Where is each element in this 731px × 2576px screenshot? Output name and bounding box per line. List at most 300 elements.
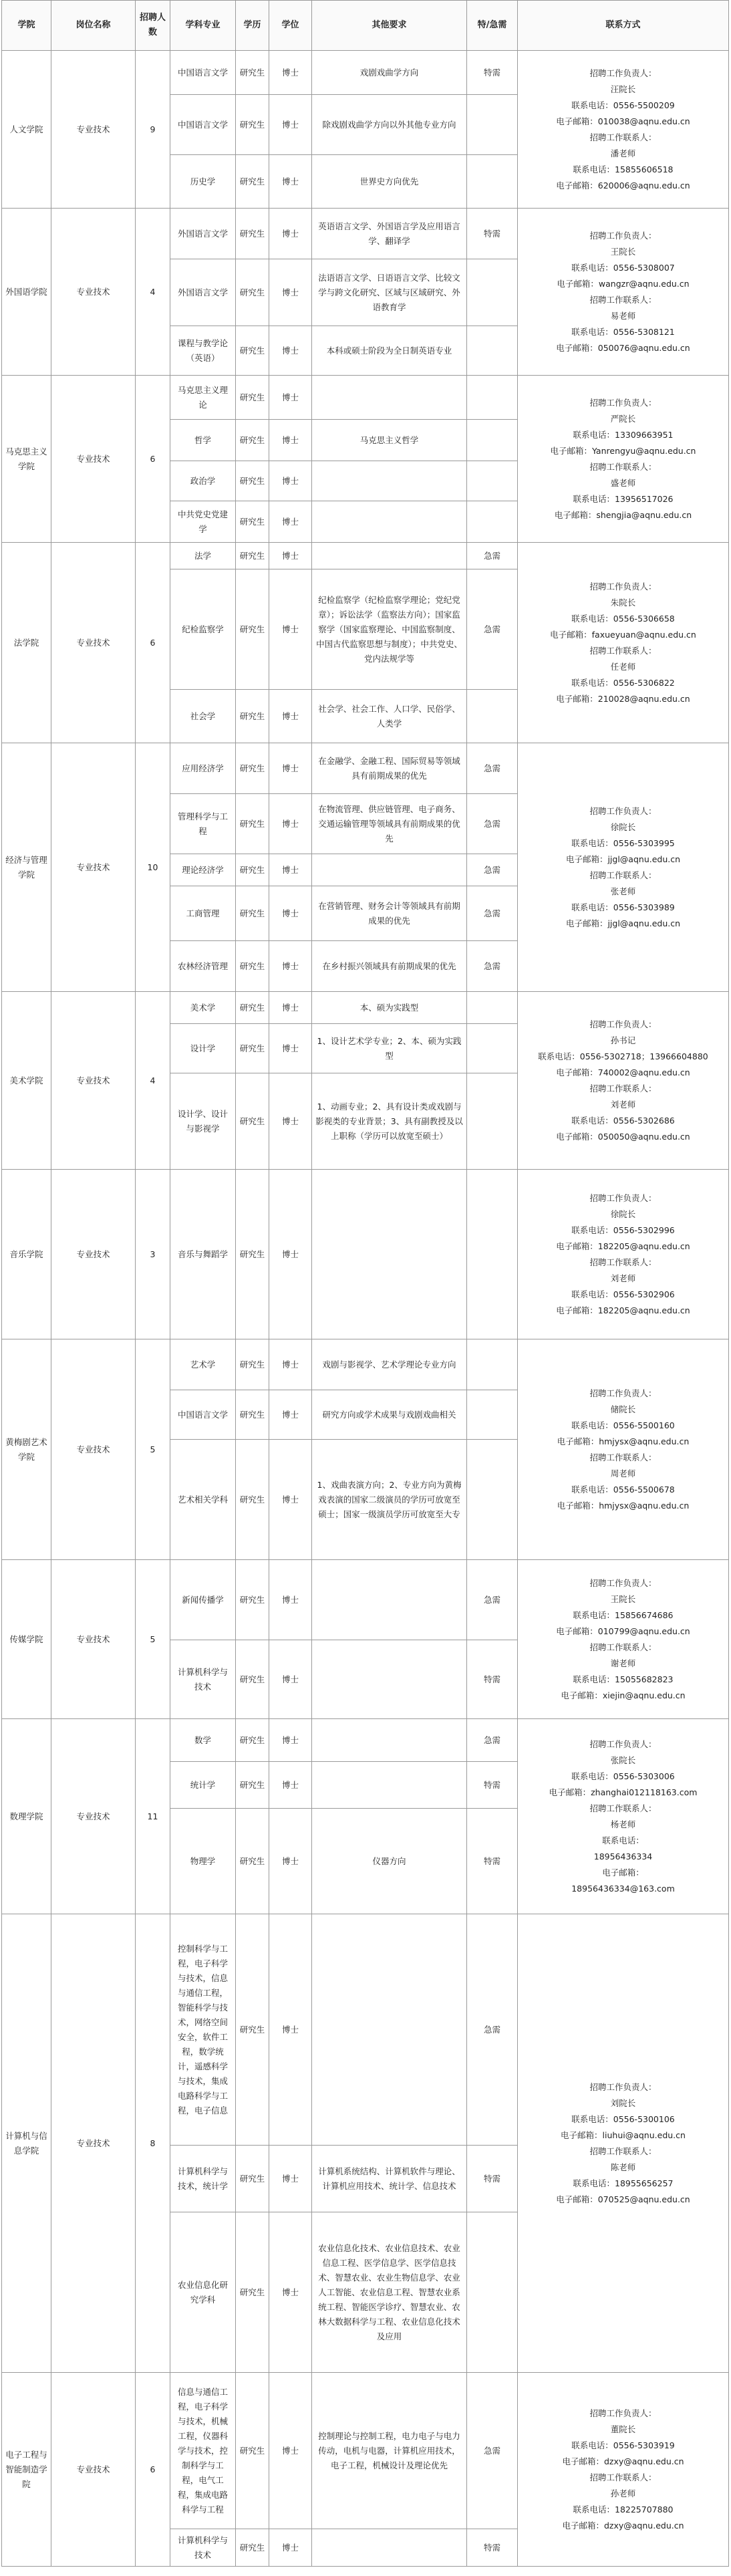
degree-cell: 博士	[269, 1170, 312, 1339]
contact-line: 联系电话：0556-5302718；13966604880	[538, 1051, 708, 1061]
table-row	[2, 209, 729, 259]
education-cell: 研究生	[236, 95, 269, 155]
contact-line: 招聘工作负责人：	[589, 230, 657, 241]
header-cell: 学历	[236, 1, 269, 51]
major-cell: 美术学	[170, 992, 236, 1024]
contact-line: 联系电话：18955656257	[573, 2178, 674, 2188]
contact-cell	[518, 992, 729, 1170]
contact-line: 周老师	[610, 1468, 636, 1478]
education-cell: 研究生	[236, 1440, 269, 1560]
major-cell: 数学	[170, 1719, 236, 1762]
contact-cell	[518, 1339, 729, 1560]
education-cell: 研究生	[236, 2373, 269, 2529]
degree-cell: 博士	[269, 501, 312, 543]
post-cell: 专业技术	[51, 209, 136, 376]
contact-cell	[518, 1170, 729, 1339]
contact-line: 刘老师	[610, 1273, 636, 1283]
education-cell: 研究生	[236, 569, 269, 690]
contact-line: 电子邮箱：zhanghai012118163.com	[549, 1787, 698, 1797]
degree-cell: 博士	[269, 326, 312, 376]
contact-line: 电子邮箱：wangzr@aqnu.edu.cn	[557, 278, 690, 289]
degree-cell: 博士	[269, 209, 312, 259]
header-cell: 招聘人数	[136, 1, 170, 51]
table-row	[2, 1339, 729, 1390]
need-cell: 急需	[467, 543, 518, 569]
major-cell: 新闻传播学	[170, 1560, 236, 1640]
contact-line: 联系电话：0556-5303989	[571, 902, 675, 912]
header-cell: 联系方式	[518, 1, 729, 51]
major-cell: 农业信息化研究学科	[170, 2212, 236, 2373]
education-cell: 研究生	[236, 1762, 269, 1809]
requirement-cell: 在乡村振兴领域具有前期成果的优先	[312, 941, 467, 992]
header-cell: 学位	[269, 1, 312, 51]
post-cell: 专业技术	[51, 543, 136, 743]
contact-line: 联系电话：0556-5303006	[571, 1771, 675, 1781]
major-cell: 中国语言文学	[170, 51, 236, 95]
contact-line: 招聘工作联系人：	[589, 1083, 657, 1093]
contact-line: 电子邮箱：Yanrengyu@aqnu.edu.cn	[550, 445, 696, 456]
contact-line: 刘院长	[610, 2097, 636, 2108]
major-cell: 中国语言文学	[170, 1390, 236, 1440]
count-cell: 3	[136, 1170, 170, 1339]
education-cell: 研究生	[236, 992, 269, 1024]
major-cell: 纪检监察学	[170, 569, 236, 690]
education-cell: 研究生	[236, 2146, 269, 2212]
contact-line: 电子邮箱：dzxy@aqnu.edu.cn	[562, 2520, 684, 2531]
need-cell	[467, 2212, 518, 2373]
major-cell: 控制科学与工程，电子科学与技术，信息与通信工程，智能科学与技术，网络空间安全，软件工程，数学统计，遥感科学与技术，集成电路科学与工程，电子信息	[170, 1914, 236, 2146]
contact-line: 招聘工作负责人：	[589, 1577, 657, 1588]
contact-line: 陈老师	[610, 2162, 636, 2172]
need-cell: 特需	[467, 51, 518, 95]
degree-cell: 博士	[269, 1339, 312, 1390]
education-cell: 研究生	[236, 376, 269, 420]
need-cell: 急需	[467, 1914, 518, 2146]
education-cell: 研究生	[236, 420, 269, 461]
table-row	[2, 1170, 729, 1339]
contact-line: 孙老师	[610, 2488, 636, 2498]
major-cell: 管理科学与工程	[170, 794, 236, 854]
college-cell: 电子工程与智能制造学院	[2, 2373, 51, 2567]
contact-line: 电子邮箱：620006@aqnu.edu.cn	[556, 180, 690, 190]
contact-line: 联系电话：15055682823	[573, 1674, 674, 1684]
contact-line: 18956436334@163.com	[571, 1883, 675, 1894]
education-cell: 研究生	[236, 1170, 269, 1339]
contact-line: 张院长	[610, 1755, 636, 1765]
college-cell: 计算机与信息学院	[2, 1914, 51, 2373]
education-cell: 研究生	[236, 51, 269, 95]
contact-line: 易老师	[610, 310, 636, 321]
requirement-cell: 戏剧与影视学、艺术学理论专业方向	[312, 1339, 467, 1390]
major-cell: 信息与通信工程，电子科学与技术，机械工程，仪器科学与技术，控制科学与工程，电气工程，集成电路科学与工程	[170, 2373, 236, 2529]
contact-line: 联系电话：0556-5500160	[571, 1420, 675, 1430]
education-cell: 研究生	[236, 543, 269, 569]
degree-cell: 博士	[269, 2529, 312, 2567]
need-cell: 急需	[467, 569, 518, 690]
need-cell	[467, 1073, 518, 1170]
major-cell: 历史学	[170, 155, 236, 209]
need-cell	[467, 376, 518, 420]
degree-cell: 博士	[269, 543, 312, 569]
count-cell: 11	[136, 1719, 170, 1914]
major-cell: 设计学、设计与影视学	[170, 1073, 236, 1170]
major-cell: 统计学	[170, 1762, 236, 1809]
requirement-cell: 除戏剧戏曲学方向以外其他专业方向	[312, 95, 467, 155]
contact-line: 盛老师	[610, 477, 636, 488]
need-cell: 急需	[467, 1719, 518, 1762]
contact-line: 电子邮箱：jjgl@aqnu.edu.cn	[565, 918, 681, 928]
education-cell: 研究生	[236, 941, 269, 992]
education-cell: 研究生	[236, 461, 269, 501]
requirement-cell: 在金融学、金融工程、国际贸易等领域具有前期成果的优先	[312, 743, 467, 794]
contact-line: 电子邮箱：xiejin@aqnu.edu.cn	[561, 1690, 686, 1700]
contact-line: 电子邮箱：740002@aqnu.edu.cn	[556, 1067, 690, 1077]
education-cell: 研究生	[236, 1560, 269, 1640]
need-cell	[467, 1024, 518, 1073]
education-cell: 研究生	[236, 1390, 269, 1440]
requirement-cell: 在营销管理、财务会计等领域具有前期成果的优先	[312, 886, 467, 941]
degree-cell: 博士	[269, 420, 312, 461]
contact-line: 联系电话：0556-5303919	[571, 2440, 675, 2450]
contact-line: 联系电话：15856674686	[573, 1609, 674, 1620]
college-cell: 马克思主义学院	[2, 376, 51, 543]
education-cell: 研究生	[236, 209, 269, 259]
need-cell	[467, 259, 518, 326]
contact-line: 谢老师	[610, 1658, 636, 1668]
contact-line: 联系电话：13956517026	[573, 493, 674, 504]
requirement-cell: 1、动画专业；2、具有设计类或戏剧与影视类的专业背景；3、具有副教授及以上职称（学历可以放宽至硕士）	[312, 1073, 467, 1170]
college-cell: 外国语学院	[2, 209, 51, 376]
contact-line: 电子邮箱：182205@aqnu.edu.cn	[556, 1305, 690, 1315]
need-cell	[467, 155, 518, 209]
table-row	[2, 543, 729, 569]
degree-cell: 博士	[269, 1390, 312, 1440]
education-cell: 研究生	[236, 1914, 269, 2146]
contact-line: 联系电话：0556-5302996	[571, 1225, 675, 1235]
degree-cell: 博士	[269, 886, 312, 941]
need-cell	[467, 992, 518, 1024]
need-cell	[467, 95, 518, 155]
contact-line: 18956436334	[593, 1851, 653, 1861]
need-cell	[467, 690, 518, 743]
need-cell: 特需	[467, 2529, 518, 2567]
requirement-cell: 法语语言文学、日语语言文学、比较文学与跨文化研究、区域与区域研究、外语教育学	[312, 259, 467, 326]
requirement-cell: 本科或硕士阶段为全日制英语专业	[312, 326, 467, 376]
major-cell: 哲学	[170, 420, 236, 461]
contact-line: 联系电话：0556-5306822	[571, 677, 675, 688]
college-cell: 音乐学院	[2, 1170, 51, 1339]
table-body	[2, 51, 729, 2567]
contact-line: 联系电话：0556-5500209	[571, 100, 675, 110]
contact-line: 联系电话：0556-5302906	[571, 1289, 675, 1299]
major-cell: 计算机科学与技术	[170, 2529, 236, 2567]
table-row	[2, 1914, 729, 2146]
contact-line: 招聘工作负责人：	[589, 1019, 657, 1029]
major-cell: 外国语言文学	[170, 209, 236, 259]
post-cell: 专业技术	[51, 2373, 136, 2567]
requirement-cell: 农业信息化技术、农业信息技术、农业信息工程、医学信息学、医学信息技术、智慧农业、农业生物信息学、农业人工智能、农业信息工程、智慧农业系统工程、智能医学诊疗、智慧农业、农林大数据科学与工程、农业信息化技术及应用	[312, 2212, 467, 2373]
requirement-cell	[312, 461, 467, 501]
contact-line: 招聘工作负责人：	[589, 1192, 657, 1203]
contact-line: 严院长	[610, 413, 636, 424]
need-cell	[467, 501, 518, 543]
major-cell: 外国语言文学	[170, 259, 236, 326]
education-cell: 研究生	[236, 1339, 269, 1390]
contact-line: 招聘工作负责人：	[589, 68, 657, 78]
contact-line: 联系电话：0556-5306658	[571, 613, 675, 624]
degree-cell: 博士	[269, 461, 312, 501]
need-cell: 急需	[467, 2373, 518, 2529]
degree-cell: 博士	[269, 992, 312, 1024]
contact-line: 任老师	[610, 661, 636, 672]
contact-cell	[518, 743, 729, 992]
requirement-cell: 英语语言文学、外国语言学及应用语言学、翻译学	[312, 209, 467, 259]
education-cell: 研究生	[236, 1024, 269, 1073]
contact-line: 电子邮箱：shengjia@aqnu.edu.cn	[554, 509, 692, 520]
count-cell: 6	[136, 376, 170, 543]
contact-line: 电子邮箱：210028@aqnu.edu.cn	[556, 693, 690, 704]
contact-line: 电子邮箱：hmjysx@aqnu.edu.cn	[557, 1500, 690, 1511]
requirement-cell: 计算机系统结构、计算机软件与理论、计算机应用技术、统计学、信息技术	[312, 2146, 467, 2212]
degree-cell: 博士	[269, 1560, 312, 1640]
post-cell: 专业技术	[51, 1339, 136, 1560]
requirement-cell: 纪检监察学（纪检监察学理论；党纪党章）；诉讼法学（监察法方向）；国家监察学（国家监察理论、中国监察制度、中国古代监察思想与制度）；中共党史、党内法规学等	[312, 569, 467, 690]
degree-cell: 博士	[269, 1719, 312, 1762]
major-cell: 音乐与舞蹈学	[170, 1170, 236, 1339]
degree-cell: 博士	[269, 2212, 312, 2373]
college-cell: 数理学院	[2, 1719, 51, 1914]
education-cell: 研究生	[236, 1073, 269, 1170]
education-cell: 研究生	[236, 155, 269, 209]
contact-line: 电子邮箱：faxueyuan@aqnu.edu.cn	[550, 629, 696, 640]
college-cell: 法学院	[2, 543, 51, 743]
need-cell: 特需	[467, 2146, 518, 2212]
requirement-cell: 仪器方向	[312, 1809, 467, 1914]
contact-line: 刘老师	[610, 1099, 636, 1110]
requirement-cell	[312, 2529, 467, 2567]
table-row	[2, 1560, 729, 1640]
contact-line: 招聘工作联系人：	[589, 1257, 657, 1267]
degree-cell: 博士	[269, 259, 312, 326]
count-cell: 5	[136, 1560, 170, 1719]
major-cell: 计算机科学与技术，统计学	[170, 2146, 236, 2212]
count-cell: 4	[136, 992, 170, 1170]
education-cell: 研究生	[236, 690, 269, 743]
count-cell: 4	[136, 209, 170, 376]
contact-line: 储院长	[610, 1404, 636, 1414]
contact-line: 联系电话：15855606518	[573, 164, 674, 174]
contact-line: 招聘工作负责人：	[589, 397, 657, 408]
requirement-cell: 在物流管理、供应链管理、电子商务、交通运输管理等领域具有前期成果的优先	[312, 794, 467, 854]
contact-cell	[518, 1914, 729, 2373]
requirement-cell	[312, 1560, 467, 1640]
requirement-cell: 世界史方向优先	[312, 155, 467, 209]
degree-cell: 博士	[269, 1762, 312, 1809]
major-cell: 物理学	[170, 1809, 236, 1914]
post-cell: 专业技术	[51, 992, 136, 1170]
major-cell: 中国语言文学	[170, 95, 236, 155]
contact-line: 电子邮箱：050076@aqnu.edu.cn	[556, 342, 690, 353]
recruitment-table	[1, 0, 729, 2567]
education-cell: 研究生	[236, 259, 269, 326]
degree-cell: 博士	[269, 1640, 312, 1719]
post-cell: 专业技术	[51, 376, 136, 543]
need-cell	[467, 420, 518, 461]
contact-line: 招聘工作负责人：	[589, 1738, 657, 1749]
education-cell: 研究生	[236, 854, 269, 886]
table-row	[2, 51, 729, 95]
contact-line: 电子邮箱：dzxy@aqnu.edu.cn	[562, 2456, 684, 2466]
requirement-cell: 1、戏曲表演方向；2、专业方向为黄梅戏表演的国家二级演员的学历可放宽至硕士；国家一级演员学历可放宽至大专	[312, 1440, 467, 1560]
degree-cell: 博士	[269, 794, 312, 854]
need-cell	[467, 326, 518, 376]
education-cell: 研究生	[236, 886, 269, 941]
contact-line: 联系电话：0556-5303995	[571, 838, 675, 848]
contact-line: 联系电话：0556-5308121	[571, 326, 675, 337]
contact-line: 电子邮箱：182205@aqnu.edu.cn	[556, 1241, 690, 1251]
college-cell: 传媒学院	[2, 1560, 51, 1719]
requirement-cell	[312, 543, 467, 569]
education-cell: 研究生	[236, 794, 269, 854]
post-cell: 专业技术	[51, 743, 136, 992]
header-cell: 特/急需	[467, 1, 518, 51]
major-cell: 理论经济学	[170, 854, 236, 886]
contact-line: 招聘工作联系人：	[589, 2472, 657, 2482]
count-cell: 10	[136, 743, 170, 992]
requirement-cell: 1、设计艺术学专业；2、本、硕为实践型	[312, 1024, 467, 1073]
contact-line: 招聘工作负责人：	[589, 1388, 657, 1398]
contact-line: 孙书记	[610, 1035, 636, 1045]
college-cell: 美术学院	[2, 992, 51, 1170]
post-cell: 专业技术	[51, 51, 136, 209]
contact-line: 朱院长	[610, 597, 636, 608]
header-cell: 学院	[2, 1, 51, 51]
college-cell: 人文学院	[2, 51, 51, 209]
degree-cell: 博士	[269, 941, 312, 992]
contact-cell	[518, 376, 729, 543]
requirement-cell	[312, 376, 467, 420]
degree-cell: 博士	[269, 1073, 312, 1170]
degree-cell: 博士	[269, 854, 312, 886]
major-cell: 中共党史党建学	[170, 501, 236, 543]
count-cell: 5	[136, 1339, 170, 1560]
header-cell: 岗位名称	[51, 1, 136, 51]
contact-line: 联系电话：	[602, 1835, 644, 1845]
need-cell	[467, 1339, 518, 1390]
table-row	[2, 376, 729, 420]
degree-cell: 博士	[269, 2373, 312, 2529]
degree-cell: 博士	[269, 2146, 312, 2212]
education-cell: 研究生	[236, 1719, 269, 1762]
contact-line: 招聘工作负责人：	[589, 2081, 657, 2092]
contact-line: 联系电话：13309663951	[573, 429, 674, 440]
degree-cell: 博士	[269, 1809, 312, 1914]
major-cell: 工商管理	[170, 886, 236, 941]
requirement-cell: 社会学、社会工作、人口学、民俗学、人类学	[312, 690, 467, 743]
contact-line: 招聘工作联系人：	[589, 1452, 657, 1462]
contact-line: 联系电话：0556-5500678	[571, 1484, 675, 1495]
contact-line: 招聘工作联系人：	[589, 645, 657, 656]
contact-cell	[518, 51, 729, 209]
college-cell: 经济与管理学院	[2, 743, 51, 992]
contact-line: 招聘工作联系人：	[589, 461, 657, 472]
contact-line: 电子邮箱：liuhui@aqnu.edu.cn	[561, 2130, 686, 2140]
degree-cell: 博士	[269, 1914, 312, 2146]
education-cell: 研究生	[236, 2212, 269, 2373]
major-cell: 法学	[170, 543, 236, 569]
contact-cell	[518, 1560, 729, 1719]
need-cell: 特需	[467, 209, 518, 259]
requirement-cell	[312, 1914, 467, 2146]
requirement-cell	[312, 1719, 467, 1762]
post-cell: 专业技术	[51, 1170, 136, 1339]
requirement-cell	[312, 1170, 467, 1339]
education-cell: 研究生	[236, 2529, 269, 2567]
contact-line: 徐院长	[610, 1208, 636, 1219]
contact-line: 招聘工作联系人：	[589, 132, 657, 142]
education-cell: 研究生	[236, 1640, 269, 1719]
major-cell: 马克思主义理论	[170, 376, 236, 420]
contact-line: 电子邮箱：hmjysx@aqnu.edu.cn	[557, 1436, 690, 1446]
major-cell: 应用经济学	[170, 743, 236, 794]
table-row	[2, 743, 729, 794]
contact-cell	[518, 2373, 729, 2567]
need-cell	[467, 1170, 518, 1339]
contact-line: 招聘工作联系人：	[589, 1803, 657, 1813]
contact-line: 王院长	[610, 1593, 636, 1604]
table-row	[2, 1719, 729, 1762]
need-cell: 特需	[467, 1640, 518, 1719]
contact-line: 招聘工作联系人：	[589, 294, 657, 305]
header-cell: 学科专业	[170, 1, 236, 51]
count-cell: 9	[136, 51, 170, 209]
need-cell: 特需	[467, 1762, 518, 1809]
degree-cell: 博士	[269, 569, 312, 690]
requirement-cell: 戏剧戏曲学方向	[312, 51, 467, 95]
major-cell: 艺术相关学科	[170, 1440, 236, 1560]
contact-line: 电子邮箱：050050@aqnu.edu.cn	[556, 1131, 690, 1142]
contact-cell	[518, 209, 729, 376]
contact-line: 联系电话：0556-5308007	[571, 262, 675, 273]
contact-cell	[518, 1719, 729, 1914]
contact-line: 电子邮箱：010799@aqnu.edu.cn	[556, 1626, 690, 1636]
contact-line: 联系电话：18225707880	[573, 2504, 674, 2515]
degree-cell: 博士	[269, 690, 312, 743]
education-cell: 研究生	[236, 743, 269, 794]
college-cell: 黄梅剧艺术学院	[2, 1339, 51, 1560]
requirement-cell: 控制理论与控制工程，电力电子与电力传动，电机与电器，计算机应用技术，电子工程，机械设计及理论优先	[312, 2373, 467, 2529]
contact-line: 电子邮箱：	[602, 1867, 644, 1878]
education-cell: 研究生	[236, 326, 269, 376]
contact-line: 杨老师	[610, 1819, 636, 1829]
major-cell: 课程与教学论（英语）	[170, 326, 236, 376]
degree-cell: 博士	[269, 376, 312, 420]
need-cell	[467, 1440, 518, 1560]
need-cell	[467, 1390, 518, 1440]
contact-line: 招聘工作联系人：	[589, 870, 657, 880]
count-cell: 6	[136, 2373, 170, 2567]
need-cell: 急需	[467, 886, 518, 941]
requirement-cell	[312, 854, 467, 886]
need-cell: 特需	[467, 1809, 518, 1914]
requirement-cell: 研究方向或学术成果与戏剧戏曲相关	[312, 1390, 467, 1440]
major-cell: 农林经济管理	[170, 941, 236, 992]
degree-cell: 博士	[269, 51, 312, 95]
education-cell: 研究生	[236, 501, 269, 543]
requirement-cell	[312, 1640, 467, 1719]
contact-line: 汪院长	[610, 84, 636, 94]
major-cell: 社会学	[170, 690, 236, 743]
